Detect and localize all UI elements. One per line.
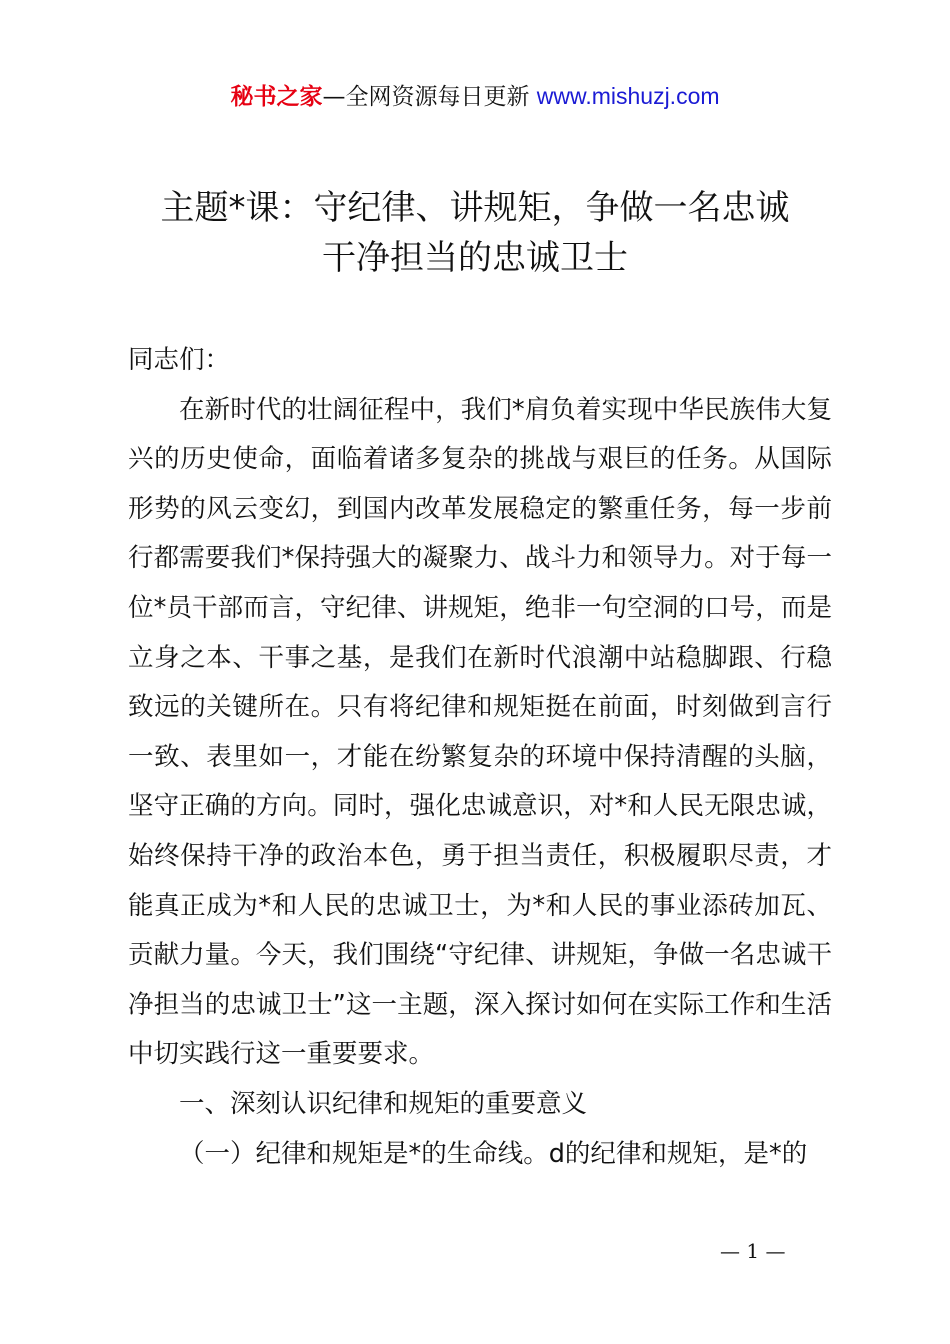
site-brand: 秘书之家: [230, 84, 323, 110]
intro-paragraph: 在新时代的壮阔征程中，我们*肩负着实现中华民族伟大复兴的历史使命，面临着诸多复杂的挑战与艰巨的任务。从国际形势的风云变幻，到国内改革发展稳定的繁重任务，每一步前行都需要我们*保持强大的凝聚力、战斗力和领导力。对于每一位*员干部而言，守纪律、讲规矩，绝非一句空洞的口号，而是立身之本、干事之基，是我们在新时代浪潮中站稳脚跟、行稳致远的关键所在。只有将纪律和规矩挺在前面，时刻做到言行一致、表里如一，才能在纷繁复杂的环境中保持清醒的头脑，坚守正确的方向。同时，强化忠诚意识，对*和人民无限忠诚，始终保持干净的政治本色，勇于担当责任，积极履职尽责，才能真正成为*和人民的忠诚卫士，为*和人民的事业添砖加瓦、贡献力量。今天，我们围绕“守纪律、讲规矩，争做一名忠诚干净担当的忠诚卫士”这一主题，深入探讨如何在实际工作和生活中切实践行这一重要要求。: [128, 394, 832, 1070]
site-header: [0, 80, 950, 113]
section-heading-1: 一、深刻认识纪律和规矩的重要意义: [179, 1088, 588, 1119]
page-number: — 1 —: [720, 1239, 786, 1263]
salutation: 同志们：: [128, 345, 231, 375]
document-title: [0, 183, 950, 283]
subsection-paragraph-1: （一）纪律和规矩是*的生命线。d的纪律和规矩，是*的: [179, 1138, 808, 1169]
title-line-1: 主题*课：守纪律、讲规矩，争做一名忠诚: [160, 188, 790, 228]
title-line-2: 干净担当的忠诚卫士: [322, 238, 628, 278]
site-tagline: —全网资源每日更新: [322, 84, 530, 110]
site-url-link[interactable]: www.mishuzj.com: [536, 83, 720, 109]
document-body: [128, 336, 832, 1179]
